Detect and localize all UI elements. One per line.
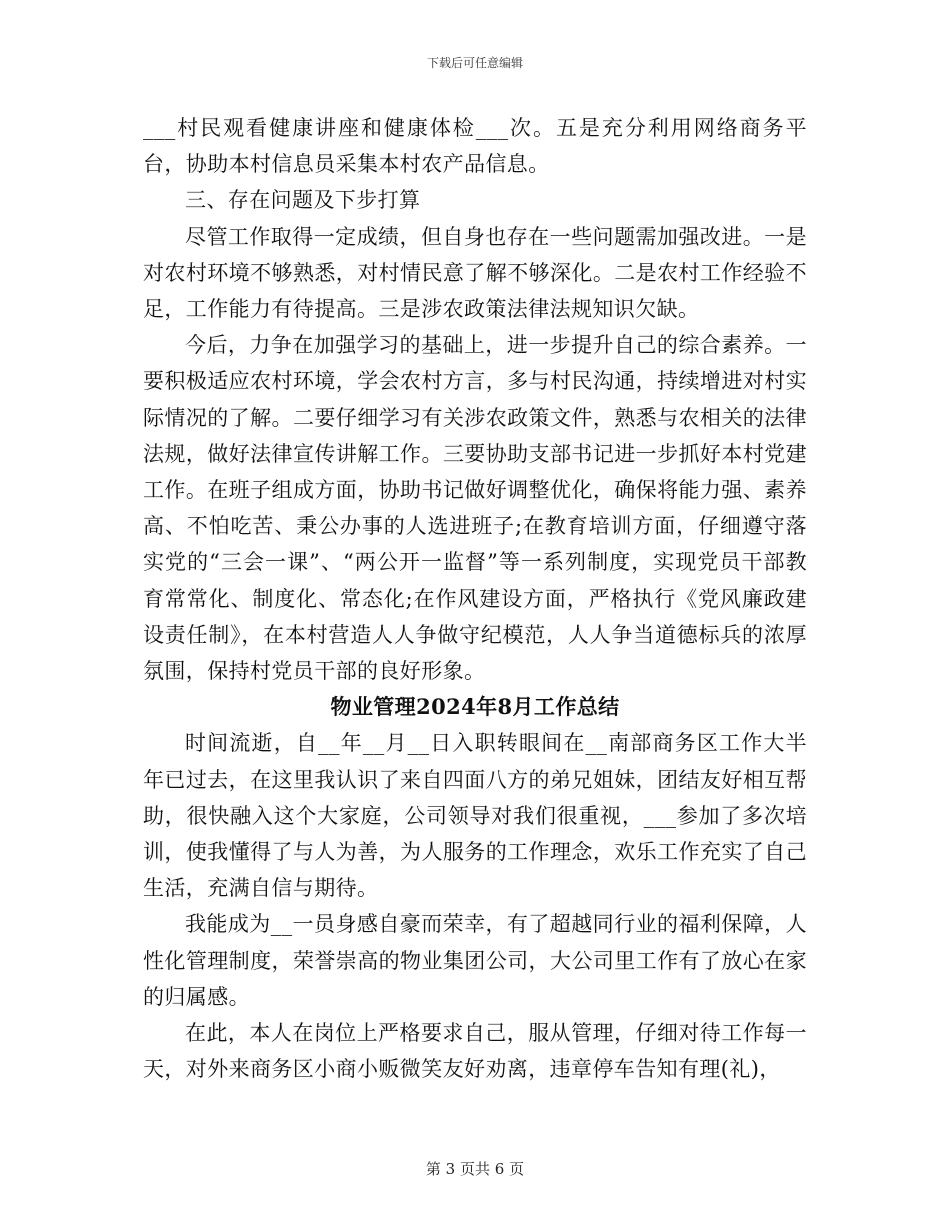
paragraph-plans: 今后，力争在加强学习的基础上，进一步提升自己的综合素养。一要积极适应农村环境，学会农村方言，多与村民沟通，持续增进对村实际情况的了解。二要仔细学习有关涉农政策文件，熟悉与农相关的法律法规，做好法律宣传讲解工作。三要协助支部书记进一步抓好本村党建工作。在班子组成方面，协助书记做好调整优化，确保将能力强、素养高、不怕吃苦、秉公办事的人选进班子;在教育培训方面，仔细遵守落实党的“三会一课”、“两公开一监督”等一系列制度，实现党员干部教育常常化、制度化、常态化;在作风建设方面，严格执行《党风廉政建设责任制》，在本村营造人人争做守纪模范，人人争当道德标兵的浓厚氛围，保持村党员干部的良好形象。 [143, 333, 807, 684]
page-header-note: 下载后可任意编辑 [426, 56, 523, 70]
paragraph-continuation: ___村民观看健康讲座和健康体检___次。五是充分利用网络商务平台，协助本村信息员采集本村农产品信息。 [143, 116, 807, 177]
document-title: 物业管理2024年8月工作总结 [330, 694, 620, 720]
paragraph-duties: 在此，本人在岗位上严格要求自己，服从管理，仔细对待工作每一天，对外来商务区小商小贩微笑友好劝离，违章停车告知有理(礼)， [143, 1021, 807, 1082]
page-number: 第 3 页共 6 页 [425, 1160, 525, 1178]
paragraph-intro: 时间流逝，自__年__月__日入职转眼间在__南部商务区工作大半年已过去，在这里我认识了来自四面八方的弟兄姐妹，团结友好相互帮助，很快融入这个大家庭，公司领导对我们很重视，___参加了多次培训，使我懂得了与人为善，为人服务的工作理念，欢乐工作充实了自己生活，充满自信与期待。 [143, 731, 807, 901]
document-body [143, 110, 807, 1087]
paragraph-problems: 尽管工作取得一定成绩，但自身也存在一些问题需加强改进。一是对农村环境不够熟悉，对村情民意了解不够深化。二是农村工作经验不足，工作能力有待提高。三是涉农政策法律法规知识欠缺。 [143, 224, 807, 322]
paragraph-pride: 我能成为__一员身感自豪而荣幸，有了超越同行业的福利保障，人性化管理制度，荣誉崇高的物业集团公司，大公司里工作有了放心在家的归属感。 [143, 912, 807, 1009]
section-heading: 三、存在问题及下步打算 [185, 188, 421, 213]
